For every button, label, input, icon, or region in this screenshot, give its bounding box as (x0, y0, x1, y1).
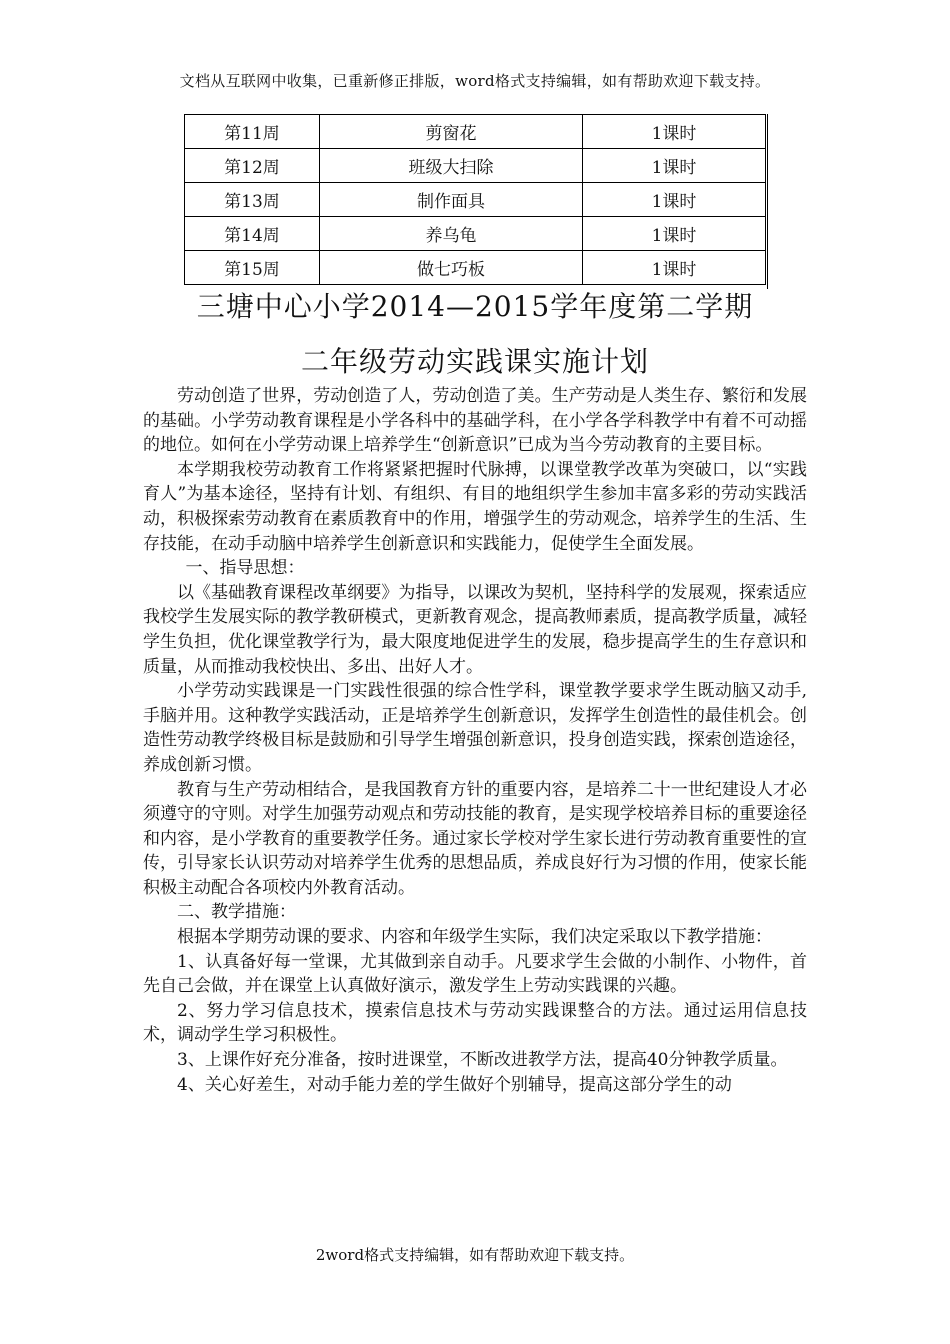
hours-cell: 1课时 (583, 251, 766, 285)
activity-cell: 班级大扫除 (320, 149, 583, 183)
activity-cell: 制作面具 (320, 183, 583, 217)
week-cell: 第11周 (185, 115, 320, 149)
week-cell: 第14周 (185, 217, 320, 251)
table-row (185, 149, 766, 183)
list-item-measure-2: 2、努力学习信息技术，摸索信息技术与劳动实践课整合的方法。通过运用信息技术，调动学生学习积极性。 (143, 1000, 807, 1046)
section-heading-teaching-measures: 二、教学措施： (177, 902, 296, 923)
paragraph-practice-course: 小学劳动实践课是一门实践性很强的综合性学科，课堂教学要求学生既动脑又动手,手脑并用。这种教学实践活动，正是培养学生创新意识，发挥学生创造性的最佳机会。创造性劳动教学终极目标是鼓励和引导学生增强创新意识，投身创造实践，探索创造途径，养成创新习惯。 (143, 681, 807, 775)
table-row (185, 115, 766, 149)
week-cell: 第15周 (185, 251, 320, 285)
hours-cell: 1课时 (583, 115, 766, 149)
table-row (185, 217, 766, 251)
section-heading-guiding-ideology: 一、指导思想： (185, 558, 305, 579)
activity-cell: 养乌龟 (320, 217, 583, 251)
activity-cell: 剪窗花 (320, 115, 583, 149)
list-item-measure-4: 4、关心好差生，对动手能力差的学生做好个别辅导，提高这部分学生的动 (177, 1074, 732, 1095)
document-body (143, 384, 807, 1097)
hours-cell: 1课时 (583, 217, 766, 251)
table-row (185, 183, 766, 217)
page-footer: 2word格式支持编辑，如有帮助欢迎下载支持。 (315, 1246, 635, 1264)
schedule-table-container (184, 114, 766, 285)
list-item-measure-3: 3、上课作好充分准备，按时进课堂，不断改进教学方法，提高40分钟教学质量。 (177, 1050, 788, 1071)
document-subtitle: 二年级劳动实践课实施计划 (300, 345, 649, 378)
document-title: 三塘中心小学2014—2015学年度第二学期 (196, 290, 754, 323)
list-item-measure-1: 1、认真备好每一堂课，尤其做到亲自动手。凡要求学生会做的小制作、小物件，首先自己会做，并在课堂上认真做好演示，激发学生上劳动实践课的兴趣。 (143, 951, 807, 997)
hours-cell: 1课时 (583, 149, 766, 183)
paragraph-measures-intro: 根据本学期劳动课的要求、内容和年级学生实际，我们决定采取以下教学措施： (177, 927, 772, 948)
activity-cell: 做七巧板 (320, 251, 583, 285)
paragraph-guidance: 以《基础教育课程改革纲要》为指导，以课改为契机，坚持科学的发展观，探索适应我校学生发展实际的教学教研模式，更新教育观念，提高教师素质，提高教学质量，减轻学生负担，优化课堂教学行为，最大限度地促进学生的发展，稳步提高学生的生存意识和质量，从而推动我校快出、多出、出好人才。 (143, 582, 807, 677)
paragraph-intro: 劳动创造了世界，劳动创造了人，劳动创造了美。生产劳动是人类生存、繁衍和发展的基础。小学劳动教育课程是小学各科中的基础学科，在小学各学科教学中有着不可动摇的地位。如何在小学劳动课上培养学生“创新意识”已成为当今劳动教育的主要目标。 (143, 386, 807, 456)
week-cell: 第13周 (185, 183, 320, 217)
page-header: 文档从互联网中收集，已重新修正排版，word格式支持编辑，如有帮助欢迎下载支持。 (179, 72, 771, 90)
paragraph-goals: 本学期我校劳动教育工作将紧紧把握时代脉搏，以课堂教学改革为突破口，以“实践育人”为基本途径，坚持有计划、有组织、有目的地组织学生参加丰富多彩的劳动实践活动，积极探索劳动教育在素质教育中的作用，增强学生的劳动观念，培养学生的生活、生存技能，在动手动脑中培养学生创新意识和实践能力，促使学生全面发展。 (143, 459, 807, 554)
table-row (185, 251, 766, 285)
hours-cell: 1课时 (583, 183, 766, 217)
paragraph-education-labor: 教育与生产劳动相结合，是我国教育方针的重要内容，是培养二十一世纪建设人才必须遵守的守则。对学生加强劳动观点和劳动技能的教育，是实现学校培养目标的重要途径和内容，是小学教育的重要教学任务。通过家长学校对学生家长进行劳动教育重要性的宣传，引导家长认识劳动对培养学生优秀的思想品质，养成良好行为习惯的作用，使家长能积极主动配合各项校内外教育活动。 (143, 779, 807, 898)
table-right-border (767, 114, 768, 289)
week-cell: 第12周 (185, 149, 320, 183)
schedule-table (184, 114, 766, 285)
